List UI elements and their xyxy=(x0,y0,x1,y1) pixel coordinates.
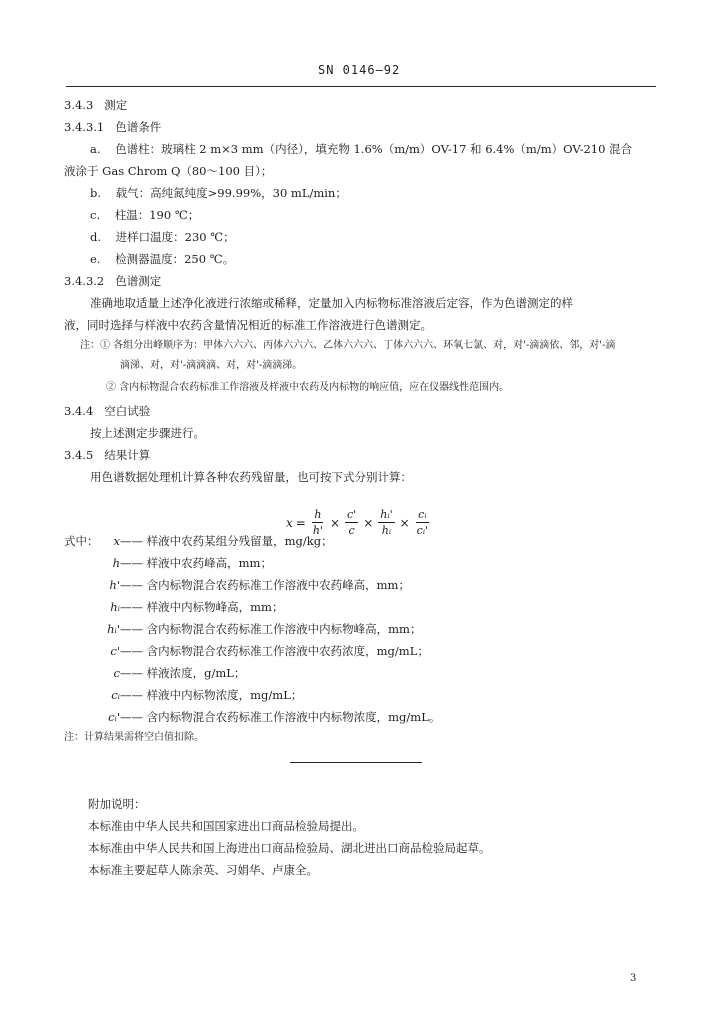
section-3-4-3-2-heading xyxy=(64,273,161,289)
definition-hi: hᵢ—— 样液中内标物峰高，mm； xyxy=(110,600,284,614)
fraction-h: $\frac{h}{h'}$ xyxy=(312,508,323,537)
section-3-4-5-heading xyxy=(64,447,150,463)
appendix-line-3: 本标准主要起草人陈余英、习娟华、卢康全。 xyxy=(88,863,318,877)
section-number: 3.4.5 xyxy=(64,448,94,462)
section-3-4-3-heading xyxy=(64,97,127,113)
condition-item-a xyxy=(90,141,632,157)
condition-item-b xyxy=(90,185,347,201)
measurement-paragraph-line1: 准确地取适量上述净化液进行浓缩或稀释，定量加入内标物标准溶液后定容，作为色谱测定的样 xyxy=(90,296,573,310)
times-sign: × xyxy=(329,515,341,530)
definition-h: h—— 样液中农药峰高，mm； xyxy=(112,556,272,570)
item-label: a. xyxy=(90,142,101,156)
item-label: d. xyxy=(90,230,102,244)
measurement-paragraph-line2: 液，同时选择与样液中农药含量情况相近的标准工作溶液进行色谱测定。 xyxy=(64,318,432,332)
blank-test-text: 按上述测定步骤进行。 xyxy=(90,426,205,440)
item-text: 载气：高纯氮纯度>99.99%，30 mL/min； xyxy=(115,186,347,200)
definition-c-prime: c'—— 含内标物混合农药标准工作溶液中农药浓度，mg/mL； xyxy=(110,644,429,658)
section-divider xyxy=(290,762,422,763)
times-sign: × xyxy=(363,515,374,530)
times-sign: × xyxy=(399,515,410,530)
where-prefix: 式中： xyxy=(64,534,99,548)
section-3-4-3-1-heading xyxy=(64,119,161,135)
equals-sign: = xyxy=(295,515,306,530)
doc-code: SN 0146—92 xyxy=(318,63,401,77)
calculation-intro: 用色谱数据处理机计算各种农药残留量，也可按下式分别计算： xyxy=(90,470,412,484)
section-number: 3.4.3 xyxy=(64,98,94,112)
section-number: 3.4.3.2 xyxy=(64,274,105,288)
item-text: 检测器温度：250 ℃。 xyxy=(115,252,235,266)
appendix-title: 附加说明： xyxy=(88,797,146,811)
item-label: b. xyxy=(90,186,102,200)
calculation-note: 注：计算结果需将空白值扣除。 xyxy=(64,732,204,743)
definition-hi-prime: hᵢ'—— 含内标物混合农药标准工作溶液中内标物峰高，mm； xyxy=(107,622,422,636)
definition-ci: cᵢ—— 样液中内标物浓度，mg/mL； xyxy=(111,688,303,702)
note-1 xyxy=(80,339,615,353)
condition-item-e xyxy=(90,251,234,267)
definition-c: c—— 样液浓度，g/mL； xyxy=(113,666,246,680)
item-label: e. xyxy=(90,252,101,266)
definition-ci-prime: cᵢ'—— 含内标物混合农药标准工作溶液中内标物浓度，mg/mL。 xyxy=(108,710,441,724)
section-title: 色谱条件 xyxy=(115,120,162,134)
item-text: 进样口温度：230 ℃； xyxy=(115,230,235,244)
section-title: 测定 xyxy=(104,98,128,112)
condition-item-a-continued: 液涂于 Gas Chrom Q（80～100 目）； xyxy=(64,164,273,178)
section-3-4-4-heading xyxy=(64,403,150,419)
section-title: 结果计算 xyxy=(104,448,151,462)
note-2: ② 含内标物混合农药标准工作溶液及样液中农药及内标物的响应值，应在仪器线性范围内。 xyxy=(106,382,510,393)
section-number: 3.4.4 xyxy=(64,404,94,418)
item-text: 色谱柱：玻璃柱 2 m×3 mm（内径），填充物 1.6%（m/m）OV-17 和 6.4%（m/m）OV-210 混合 xyxy=(115,142,633,156)
section-number: 3.4.3.1 xyxy=(64,120,105,134)
appendix-line-2: 本标准由中华人民共和国上海进出口商品检验局、湖北进出口商品检验局起草。 xyxy=(88,841,491,855)
section-title: 色谱测定 xyxy=(115,274,162,288)
fraction-ci: $\frac{\text{cᵢ}}{\text{cᵢ'}}$ xyxy=(416,508,429,537)
fraction-c: $\frac{c'}{c}$ xyxy=(347,508,357,537)
condition-item-d xyxy=(90,229,235,245)
header-rule xyxy=(66,86,656,87)
fraction-hi: $\frac{\text{hᵢ'}}{\text{hᵢ}}$ xyxy=(380,508,393,537)
formula-lhs: x xyxy=(286,515,293,530)
note-1-continued: 滴涕、对，对'-滴滴滴、对，对'-滴滴涕。 xyxy=(120,360,303,371)
item-label: c. xyxy=(90,208,101,222)
section-title: 空白试验 xyxy=(104,404,151,418)
definition-x: x—— 样液中农药某组分残留量，mg/kg； xyxy=(113,534,333,548)
page-number: 3 xyxy=(630,973,637,984)
appendix-line-1: 本标准由中华人民共和国国家进出口商品检验局提出。 xyxy=(88,819,364,833)
note-label: 注： xyxy=(80,340,100,351)
note-text: ① 各组分出峰顺序为：甲体六六六、丙体六六六、乙体六六六、丁体六六六、环氧七氯、对，对'-滴滴依、邻，对'-滴 xyxy=(100,340,616,351)
item-text: 柱温：190 ℃； xyxy=(114,208,200,222)
definition-h-prime: h'—— 含内标物混合农药标准工作溶液中农药峰高，mm； xyxy=(109,578,410,592)
condition-item-c xyxy=(90,207,199,223)
